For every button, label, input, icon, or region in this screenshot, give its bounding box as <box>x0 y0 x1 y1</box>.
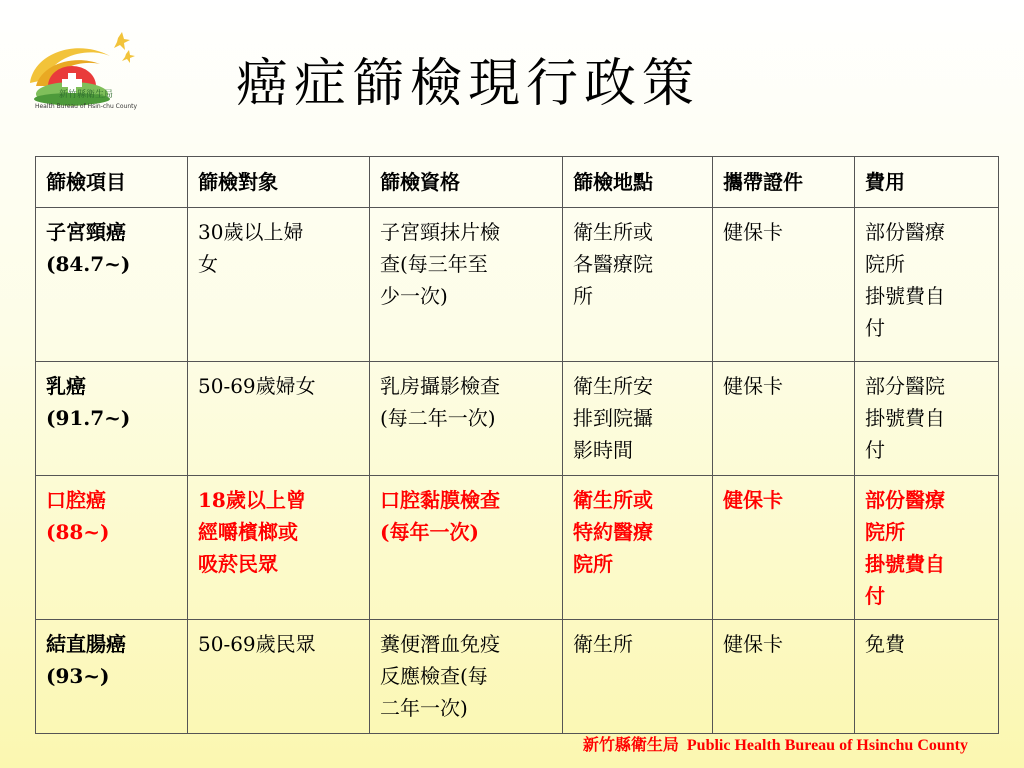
cell-location: 衛生所或 特約醫療 院所 <box>563 476 713 620</box>
cell-fee: 部份醫療 院所 掛號費自 付 <box>855 476 999 620</box>
cell-eligibility: 口腔黏膜檢查 (每年一次) <box>370 476 563 620</box>
cell-screening-item: 乳癌 (91.7~) <box>36 362 188 476</box>
cell-eligibility: 子宮頸抹片檢 查(每三年至 少一次) <box>370 208 563 362</box>
header-documents: 攜帶證件 <box>713 157 855 208</box>
table-header-row <box>36 157 999 208</box>
header-eligibility: 篩檢資格 <box>370 157 563 208</box>
cell-location: 衛生所安 排到院攝 影時間 <box>563 362 713 476</box>
footer-org-en: Public Health Bureau of Hsinchu County <box>686 737 968 754</box>
header-fee: 費用 <box>855 157 999 208</box>
cell-fee: 免費 <box>855 620 999 734</box>
cell-target-group: 50-69歲民眾 <box>188 620 370 734</box>
cell-screening-item: 子宮頸癌 (84.7~) <box>36 208 188 362</box>
cell-target-group: 30歲以上婦 女 <box>188 208 370 362</box>
logo-caption <box>26 90 146 112</box>
header-screening-item: 篩檢項目 <box>36 157 188 208</box>
footer-organization <box>583 735 968 756</box>
table-row-colorectal-cancer <box>36 620 999 734</box>
logo-name-zh: 新竹縣衛生局 <box>58 90 113 100</box>
cell-fee: 部份醫療 院所 掛號費自 付 <box>855 208 999 362</box>
cell-screening-item: 結直腸癌 (93~) <box>36 620 188 734</box>
table-row-oral-cancer <box>36 476 999 620</box>
footer-org-zh: 新竹縣衛生局 <box>582 735 679 754</box>
cell-eligibility: 糞便潛血免疫 反應檢查(每 二年一次) <box>370 620 563 734</box>
cell-documents: 健保卡 <box>713 476 855 620</box>
screening-policy-table <box>35 156 999 734</box>
cell-target-group: 18歲以上曾 經嚼檳榔或 吸菸民眾 <box>188 476 370 620</box>
table-row-breast-cancer <box>36 362 999 476</box>
header-location: 篩檢地點 <box>563 157 713 208</box>
cell-target-group: 50-69歲婦女 <box>188 362 370 476</box>
header-target-group: 篩檢對象 <box>188 157 370 208</box>
cell-location: 衛生所 <box>563 620 713 734</box>
cell-documents: 健保卡 <box>713 362 855 476</box>
table-row-cervical-cancer <box>36 208 999 362</box>
cell-screening-item: 口腔癌 (88~) <box>36 476 188 620</box>
cell-eligibility: 乳房攝影檢查 (每二年一次) <box>370 362 563 476</box>
cell-documents: 健保卡 <box>713 208 855 362</box>
cell-fee: 部分醫院 掛號費自 付 <box>855 362 999 476</box>
cell-documents: 健保卡 <box>713 620 855 734</box>
cell-location: 衛生所或 各醫療院 所 <box>563 208 713 362</box>
page-title: 癌症篩檢現行政策 <box>236 54 701 114</box>
logo-name-en: Health Bureau of Hsin-chu County <box>34 103 138 110</box>
